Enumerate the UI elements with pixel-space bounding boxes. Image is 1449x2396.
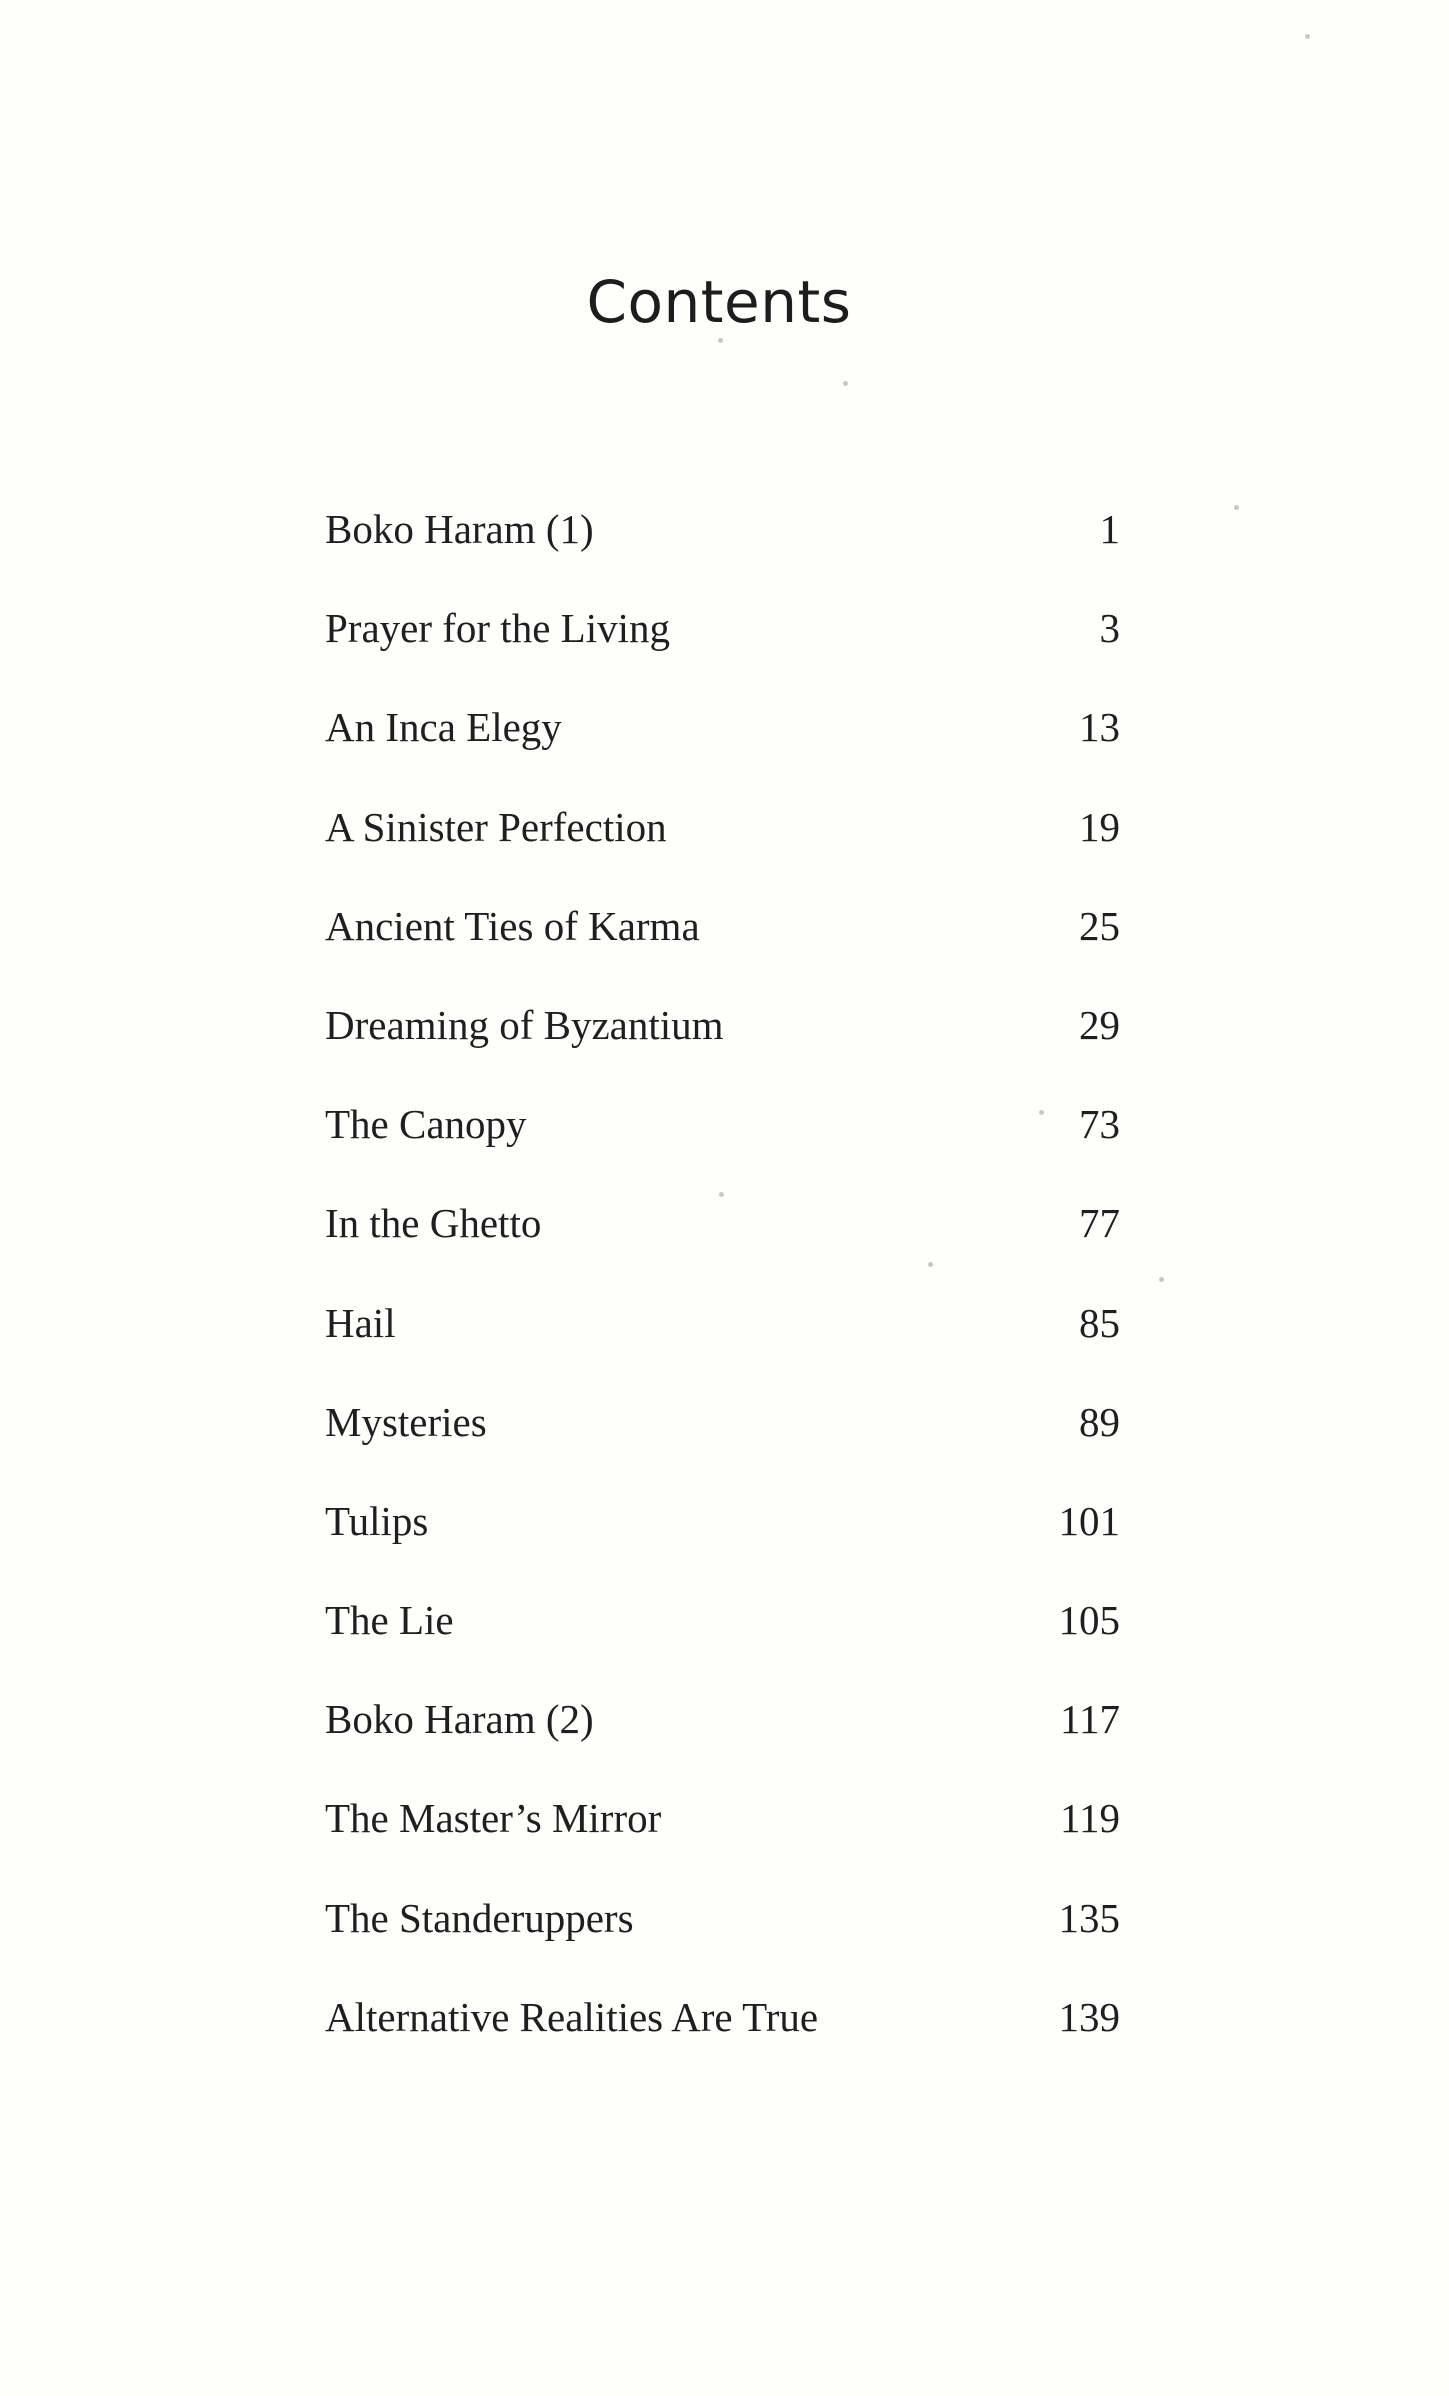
toc-entry-page-number: 85 <box>1079 1299 1120 1346</box>
toc-entry-page-number: 13 <box>1079 704 1120 751</box>
toc-entry <box>325 1199 1120 1298</box>
toc-entry-title: Ancient Ties of Karma <box>325 902 700 949</box>
paper-speck <box>1305 34 1310 39</box>
toc-entry <box>325 1398 1120 1497</box>
toc-entry-page-number: 119 <box>1060 1795 1120 1842</box>
toc-entry-title: Alternative Realities Are True <box>325 1993 819 2040</box>
toc-entry-title: Dreaming of Byzantium <box>325 1001 724 1048</box>
toc-entry <box>325 703 1120 802</box>
paper-speck <box>1039 1110 1044 1115</box>
toc-entry-title: The Master’s Mirror <box>325 1795 662 1842</box>
toc-entry-page-number: 135 <box>1058 1894 1120 1941</box>
toc-entry-title: In the Ghetto <box>325 1200 542 1247</box>
paper-speck <box>843 381 848 386</box>
toc-entry <box>325 505 1120 604</box>
toc-entry-title: Tulips <box>325 1497 429 1544</box>
paper-speck <box>1159 1277 1164 1282</box>
toc-entry-page-number: 89 <box>1079 1398 1120 1445</box>
toc-entry <box>325 1794 1120 1893</box>
toc-entry-title: The Standeruppers <box>325 1894 634 1941</box>
paper-speck <box>719 1192 724 1197</box>
toc-entry <box>325 1100 1120 1199</box>
toc-entry-title: Boko Haram (1) <box>325 506 594 552</box>
toc-entry-page-number: 3 <box>1099 605 1120 652</box>
toc-entry-page-number: 117 <box>1060 1696 1120 1743</box>
toc-entry-title: Hail <box>325 1299 396 1346</box>
toc-entry <box>325 1894 1120 1993</box>
toc-entry <box>325 803 1120 902</box>
table-of-contents <box>325 505 1120 2092</box>
toc-entry-page-number: 29 <box>1079 1001 1120 1048</box>
paper-speck <box>718 338 723 343</box>
paper-speck <box>928 1262 933 1267</box>
toc-entry-title: An Inca Elegy <box>325 704 562 751</box>
toc-entry-page-number: 73 <box>1079 1101 1120 1148</box>
toc-entry-page-number: 1 <box>1099 506 1120 552</box>
toc-entry <box>325 1695 1120 1794</box>
toc-entry-title: Prayer for the Living <box>325 605 670 652</box>
toc-entry-page-number: 19 <box>1079 803 1120 850</box>
toc-entry <box>325 1001 1120 1100</box>
toc-entry-page-number: 139 <box>1058 1993 1120 2040</box>
toc-entry <box>325 1596 1120 1695</box>
toc-entry <box>325 1299 1120 1398</box>
toc-entry <box>325 1993 1120 2092</box>
toc-entry-title: Mysteries <box>325 1398 487 1445</box>
toc-entry-page-number: 77 <box>1079 1200 1120 1247</box>
toc-entry-title: Boko Haram (2) <box>325 1696 594 1743</box>
toc-entry-title: The Canopy <box>325 1101 527 1148</box>
toc-entry-title: The Lie <box>325 1597 454 1644</box>
toc-entry <box>325 902 1120 1001</box>
toc-entry-page-number: 105 <box>1058 1597 1120 1644</box>
toc-entry <box>325 1497 1120 1596</box>
toc-entry-title: A Sinister Perfection <box>325 803 667 850</box>
toc-entry <box>325 604 1120 703</box>
toc-entry-page-number: 101 <box>1058 1497 1120 1544</box>
toc-entry-page-number: 25 <box>1079 902 1120 949</box>
paper-speck <box>1234 505 1239 510</box>
page-title: Contents <box>586 268 852 336</box>
